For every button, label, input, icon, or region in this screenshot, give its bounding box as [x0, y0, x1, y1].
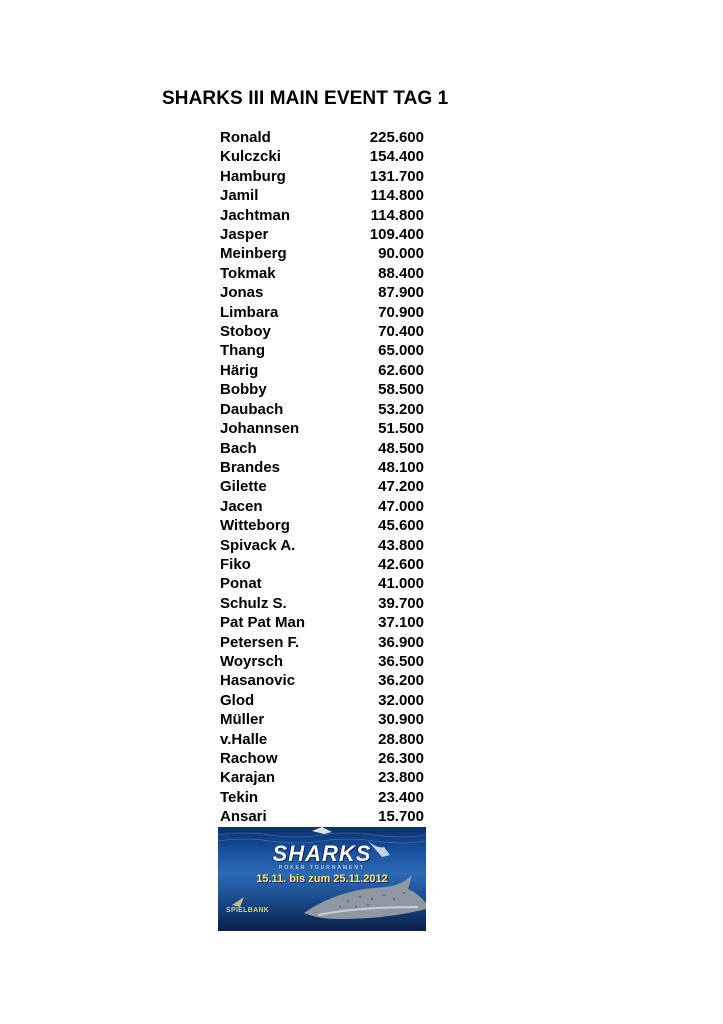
player-name: Bobby [220, 381, 267, 399]
chip-count: 41.000 [378, 575, 424, 593]
chip-count: 51.500 [378, 420, 424, 438]
results-list [220, 128, 424, 827]
banner-dates: 15.11. bis zum 25.11.2012 [256, 873, 388, 885]
player-name: Limbara [220, 303, 279, 321]
chip-count: 23.400 [378, 788, 424, 806]
result-row [220, 574, 424, 593]
result-row [220, 710, 424, 729]
player-name: Hamburg [220, 167, 286, 185]
result-row [220, 128, 424, 147]
result-row [220, 264, 424, 283]
result-row [220, 244, 424, 263]
chip-count: 88.400 [378, 264, 424, 282]
result-row [220, 594, 424, 613]
result-row [220, 807, 424, 826]
chip-count: 53.200 [378, 400, 424, 418]
player-name: Spivack A. [220, 536, 296, 554]
result-row [220, 749, 424, 768]
result-row [220, 419, 424, 438]
chip-count: 47.000 [378, 497, 424, 515]
result-row [220, 730, 424, 749]
chip-count: 36.900 [378, 633, 424, 651]
result-row [220, 555, 424, 574]
result-row [220, 671, 424, 690]
result-row [220, 652, 424, 671]
result-row [220, 225, 424, 244]
player-name: Petersen F. [220, 633, 300, 651]
player-name: Johannsen [220, 420, 300, 438]
player-name: Daubach [220, 400, 284, 418]
player-name: Tokmak [220, 264, 276, 282]
chip-count: 15.700 [378, 808, 424, 826]
chip-count: 87.900 [378, 284, 424, 302]
player-name: Witteborg [220, 517, 290, 535]
result-row [220, 613, 424, 632]
result-row [220, 477, 424, 496]
result-row [220, 788, 424, 807]
result-row [220, 400, 424, 419]
chip-count: 62.600 [378, 361, 424, 379]
player-name: Rachow [220, 750, 278, 767]
result-row [220, 283, 424, 302]
result-row [220, 633, 424, 652]
result-row [220, 167, 424, 186]
result-row [220, 322, 424, 341]
chip-count: 70.400 [378, 323, 424, 341]
result-row [220, 186, 424, 205]
chip-count: 109.400 [369, 226, 424, 244]
chip-count: 42.600 [378, 555, 424, 573]
chip-count: 47.200 [378, 478, 424, 496]
chip-count: 45.600 [378, 517, 424, 535]
result-row [220, 303, 424, 322]
chip-count: 225.600 [369, 129, 424, 146]
result-row [220, 147, 424, 166]
chip-count: 32.000 [378, 691, 424, 709]
result-row [220, 516, 424, 535]
chip-count: 48.100 [378, 458, 424, 476]
result-row [220, 691, 424, 710]
result-row [220, 768, 424, 787]
chip-count: 114.800 [370, 206, 424, 224]
chip-count: 36.200 [378, 672, 424, 690]
result-row [220, 361, 424, 380]
sharks-banner [218, 827, 426, 931]
player-name: Bach [220, 439, 257, 457]
player-name: Jamil [220, 187, 259, 205]
player-name: Jachtman [220, 206, 291, 224]
player-name: Hasanovic [220, 672, 296, 690]
small-shark-icon [312, 827, 332, 834]
result-row [220, 458, 424, 477]
player-name: Glod [220, 691, 255, 709]
player-name: Pat Pat Man [220, 614, 306, 632]
chip-count: 58.500 [378, 381, 424, 399]
player-name: Gilette [220, 478, 267, 496]
chip-count: 131.700 [369, 167, 424, 185]
player-name: Ponat [220, 575, 262, 593]
result-row [220, 206, 424, 225]
player-name: Woyrsch [220, 652, 284, 670]
player-name: Brandes [220, 458, 281, 476]
chip-count: 23.800 [378, 769, 424, 787]
player-name: Jonas [220, 284, 264, 302]
player-name: Ronald [220, 129, 271, 146]
player-name: Meinberg [220, 245, 287, 263]
chip-count: 70.900 [378, 303, 424, 321]
spielbank-logo: SPIELBANK [226, 907, 270, 914]
result-row [220, 341, 424, 360]
chip-count: 39.700 [378, 594, 424, 612]
banner-subtitle: POKER TOURNAMENT [279, 865, 365, 871]
result-row [220, 497, 424, 516]
player-name: Müller [220, 711, 265, 729]
result-row [220, 536, 424, 555]
result-row [220, 380, 424, 399]
chip-count: 37.100 [378, 614, 424, 632]
player-name: Härig [220, 361, 259, 379]
chip-count: 43.800 [378, 536, 424, 554]
player-name: Ansari [220, 808, 267, 826]
player-name: Stoboy [220, 323, 271, 341]
player-name: Jasper [220, 226, 269, 244]
chip-count: 90.000 [378, 245, 424, 263]
player-name: Kulczcki [220, 148, 281, 166]
fin-logo-icon [232, 897, 244, 907]
player-name: Thang [220, 342, 265, 360]
chip-count: 154.400 [369, 148, 424, 166]
chip-count: 48.500 [378, 439, 424, 457]
chip-count: 65.000 [378, 342, 424, 360]
player-name: Fiko [220, 555, 251, 573]
player-name: Jacen [220, 497, 263, 515]
chip-count: 114.800 [370, 187, 424, 205]
chip-count: 30.900 [378, 711, 424, 729]
chip-count: 28.800 [378, 730, 424, 748]
chip-count: 36.500 [378, 652, 424, 670]
result-row [220, 439, 424, 458]
player-name: Schulz S. [220, 594, 287, 612]
chip-count: 26.300 [378, 750, 424, 767]
player-name: Tekin [220, 788, 259, 806]
page-title: SHARKS III MAIN EVENT TAG 1 [162, 88, 449, 109]
player-name: v.Halle [220, 730, 268, 748]
banner-title: SHARKS [272, 841, 372, 866]
player-name: Karajan [220, 769, 276, 787]
